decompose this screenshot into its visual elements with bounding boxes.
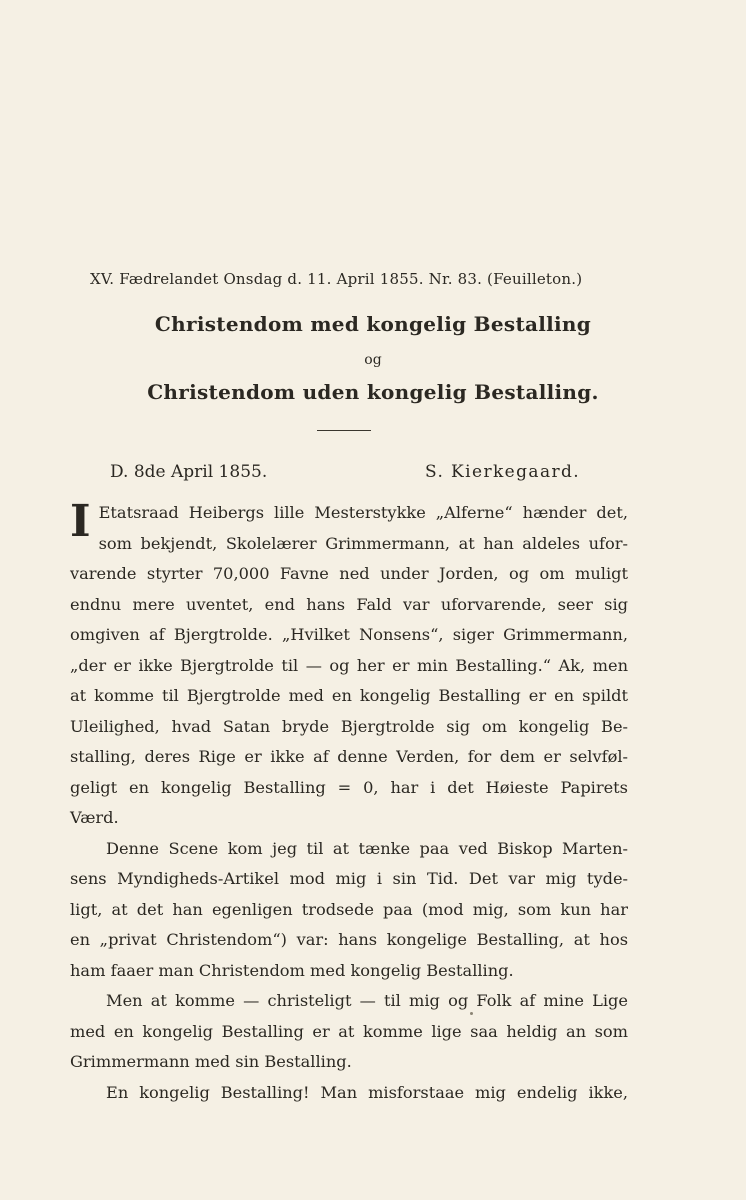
paragraph-3 [70, 986, 628, 1078]
text-line: endnu mere uventet, end hans Fald var uforvarende, seer sig [70, 594, 628, 614]
source-header: XV. Fædrelandet Onsdag d. 11. April 1855. Nr. 83. (Feuilleton.) [90, 270, 583, 288]
text-line: med en kongelig Bestalling er at komme lige saa heldig an som [70, 1021, 628, 1041]
paragraph-1 [70, 498, 628, 834]
dateline-author: S. Kierkegaard. [425, 462, 581, 482]
text-line: ligt, at det han egenligen trodsede paa (mod mig, som kun har [70, 899, 628, 919]
text-line: Etatsraad Heibergs lille Mesterstykke „Alferne“ hænder det, [98, 503, 628, 522]
title-conjunction: og [364, 352, 382, 368]
text-line: geligt en kongelig Bestalling = 0, har i det Høieste Papirets [70, 777, 628, 797]
title-line-1: Christendom med kongelig Bestalling [154, 312, 592, 336]
text-line: Men at komme — christeligt — til mig og Folk af mine Lige [106, 991, 628, 1010]
text-line: som bekjendt, Skolelærer Grimmermann, at han aldeles ufor- [98, 533, 628, 553]
text-line: varende styrter 70,000 Favne ned under Jorden, og om muligt [70, 564, 628, 583]
paper-speck [470, 1012, 473, 1015]
text-line: „der er ikke Bjergtrolde til — og her er min Bestalling.“ Ak, men [70, 655, 628, 675]
dateline-date: D. 8de April 1855. [110, 462, 268, 482]
text-line: at komme til Bjergtrolde med en kongelig Bestalling er en spildt [70, 686, 628, 705]
body-text [70, 498, 628, 1108]
text-line: Uleilighed, hvad Satan bryde Bjergtrolde sig om kongelig Be- [70, 716, 628, 736]
title-divider [317, 430, 371, 431]
text-line: en „privat Christendom“) var: hans kongelige Bestalling, at hos [70, 930, 628, 949]
text-line: En kongelig Bestalling! Man misforstaae mig endelig ikke, [106, 1082, 628, 1102]
text-line: Denne Scene kom jeg til at tænke paa ved Biskop Marten- [106, 838, 628, 858]
text-line: stalling, deres Rige er ikke af denne Verden, for dem er selvføl- [70, 747, 628, 766]
paragraph-2 [70, 834, 628, 987]
text-line: sens Myndigheds-Artikel mod mig i sin Tid. Det var mig tyde- [70, 869, 628, 888]
text-line: ham faaer man Christendom med kongelig Bestalling. [70, 960, 514, 980]
title-line-2: Christendom uden kongelig Bestalling. [147, 380, 599, 404]
paragraph-4 [70, 1078, 628, 1109]
text-line: Grimmermann med sin Bestalling. [70, 1052, 352, 1071]
text-line: Værd. [70, 808, 119, 827]
drop-cap: I [70, 496, 91, 547]
text-line: omgiven af Bjergtrolde. „Hvilket Nonsens“, siger Grimmermann, [70, 625, 628, 644]
